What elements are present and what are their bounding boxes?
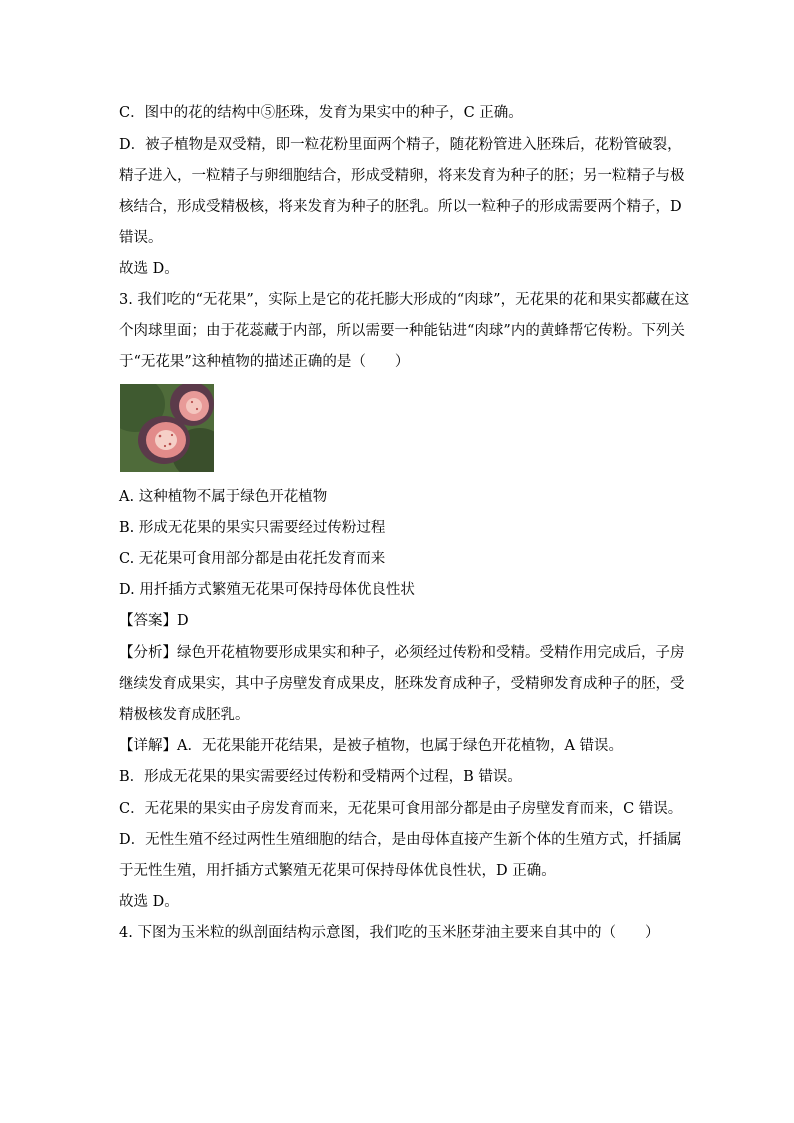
text-line: C．图中的花的结构中⑤胚珠，发育为果实中的种子，C 正确。	[119, 105, 523, 121]
question-3-text: 于“无花果”这种植物的描述正确的是（ ）	[119, 354, 410, 370]
text-line: 精子进入，一粒精子与卵细胞结合，形成受精卵，将来发育为种子的胚；另一粒精子与极	[119, 168, 685, 184]
question-4-text: 4. 下图为玉米粒的纵剖面结构示意图，我们吃的玉米胚芽油主要来自其中的（ ）	[119, 925, 660, 941]
text-line: 错误。	[119, 230, 163, 246]
question-3-text: 3. 我们吃的“无花果”，实际上是它的花托膨大形成的“肉球”，无花果的花和果实都藏在这	[119, 292, 690, 308]
analysis-line: 精极核发育成胚乳。	[119, 707, 250, 723]
option-c: C. 无花果可食用部分都是由花托发育而来	[119, 551, 386, 567]
text-line: 核结合，形成受精极核，将来发育为种子的胚乳。所以一粒种子的形成需要两个精子，D	[119, 199, 682, 215]
option-d: D. 用扦插方式繁殖无花果可保持母体优良性状	[119, 582, 415, 598]
text-line: D．被子植物是双受精，即一粒花粉里面两个精子，随花粉管进入胚珠后，花粉管破裂，	[119, 137, 682, 153]
analysis-line: 继续发育成果实，其中子房壁发育成果皮，胚珠发育成种子，受精卵发育成种子的胚，受	[119, 676, 685, 692]
answer-line: 【答案】D	[119, 613, 189, 629]
option-b: B. 形成无花果的果实只需要经过传粉过程	[119, 520, 386, 536]
detail-line: C．无花果的果实由子房发育而来，无花果可食用部分都是由子房壁发育而来，C 错误。	[119, 801, 683, 817]
text-line: 故选 D。	[119, 261, 179, 277]
analysis-line: 【分析】绿色开花植物要形成果实和种子，必须经过传粉和受精。受精作用完成后，子房	[119, 645, 685, 661]
fig-fruit-image	[120, 384, 214, 472]
detail-line: 【详解】A．无花果能开花结果，是被子植物，也属于绿色开花植物，A 错误。	[119, 738, 624, 754]
fig-fruit-photo	[120, 384, 214, 472]
detail-line: 故选 D。	[119, 894, 179, 910]
detail-line: 于无性生殖，用扦插方式繁殖无花果可保持母体优良性状，D 正确。	[119, 863, 556, 879]
detail-line: B．形成无花果的果实需要经过传粉和受精两个过程，B 错误。	[119, 769, 522, 785]
detail-line: D．无性生殖不经过两性生殖细胞的结合，是由母体直接产生新个体的生殖方式，扦插属	[119, 832, 682, 848]
option-a: A. 这种植物不属于绿色开花植物	[119, 489, 328, 505]
question-3-text: 个肉球里面；由于花蕊藏于内部，所以需要一种能钻进“肉球”内的黄蜂帮它传粉。下列关	[119, 323, 685, 339]
